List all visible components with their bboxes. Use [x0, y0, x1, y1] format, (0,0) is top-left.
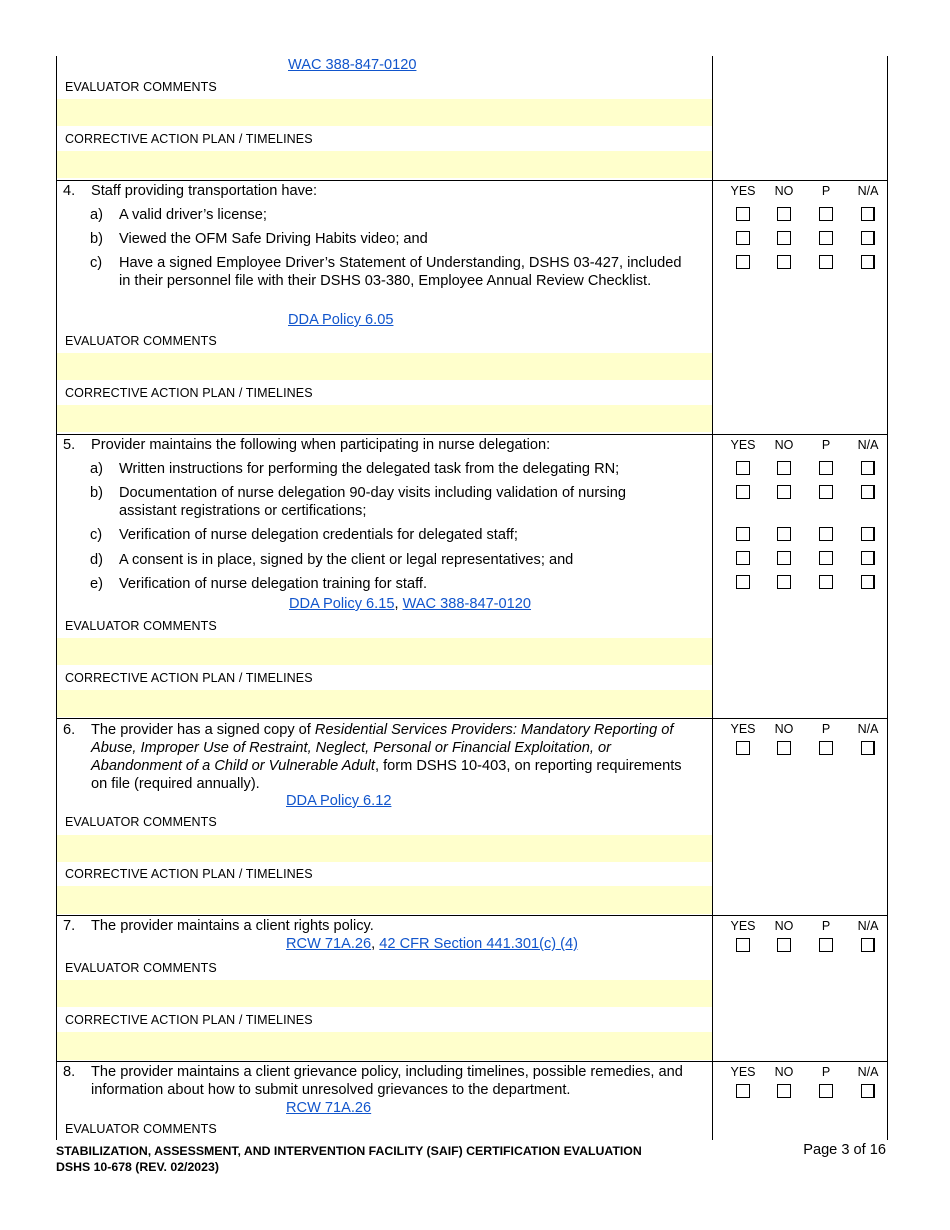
answer-header-yes: YES — [730, 184, 756, 198]
left-border — [56, 56, 57, 1140]
reference-links — [289, 595, 531, 613]
row-divider — [56, 718, 888, 719]
evaluator-comments-label: EVALUATOR COMMENTS — [65, 1122, 217, 1136]
checkbox-no[interactable] — [777, 938, 791, 952]
evaluator-comments-field[interactable] — [57, 638, 712, 665]
reference-links — [286, 935, 578, 953]
row-divider — [56, 915, 888, 916]
footer-form-number: DSHS 10-678 (REV. 02/2023) — [56, 1160, 219, 1174]
dda-policy-link[interactable]: DDA Policy 6.05 — [288, 312, 394, 328]
checkbox-no[interactable] — [777, 207, 791, 221]
checkbox-partial[interactable] — [819, 527, 833, 541]
answer-header-partial: P — [821, 919, 831, 933]
evaluator-comments-field[interactable] — [57, 980, 712, 1007]
evaluator-comments-label: EVALUATOR COMMENTS — [65, 815, 217, 829]
right-border — [887, 56, 888, 1140]
cap-field[interactable] — [57, 690, 712, 717]
text-suffix: , form DSHS 10-403, on reporting requirements on file (required annually). — [91, 758, 682, 792]
evaluator-comments-field[interactable] — [57, 99, 712, 126]
checkbox-yes[interactable] — [736, 575, 750, 589]
item-letter: a) — [90, 207, 103, 223]
checkbox-yes[interactable] — [736, 207, 750, 221]
answer-header-na: N/A — [857, 1065, 879, 1079]
page-number: Page 3 of 16 — [803, 1142, 886, 1158]
checkbox-yes[interactable] — [736, 551, 750, 565]
checkbox-partial[interactable] — [819, 575, 833, 589]
cap-label: CORRECTIVE ACTION PLAN / TIMELINES — [65, 671, 313, 685]
item-letter: e) — [90, 576, 103, 592]
item-letter: a) — [90, 461, 103, 477]
footer-title: STABILIZATION, ASSESSMENT, AND INTERVENTION FACILITY (SAIF) CERTIFICATION EVALUATION — [56, 1144, 642, 1158]
item-letter: b) — [90, 485, 103, 501]
checkbox-na[interactable] — [861, 231, 875, 245]
checkbox-na[interactable] — [861, 461, 875, 475]
item-text: A consent is in place, signed by the client or legal representatives; and — [119, 552, 574, 568]
question-text: The provider maintains a client rights policy. — [91, 918, 374, 934]
checkbox-na[interactable] — [861, 741, 875, 755]
answer-header-yes: YES — [730, 919, 756, 933]
question-text — [91, 721, 701, 793]
checkbox-yes[interactable] — [736, 485, 750, 499]
item-text: Written instructions for performing the delegated task from the delegating RN; — [119, 461, 620, 477]
question-number: 8. — [63, 1064, 76, 1080]
checkbox-partial[interactable] — [819, 938, 833, 952]
ref-separator: , — [371, 936, 380, 952]
item-letter: d) — [90, 552, 103, 568]
answer-header-partial: P — [821, 722, 831, 736]
item-letter: c) — [90, 527, 103, 543]
answer-header-yes: YES — [730, 1065, 756, 1079]
reference-link — [288, 311, 393, 329]
middle-border — [712, 56, 713, 1140]
checkbox-no[interactable] — [777, 461, 791, 475]
checkbox-yes[interactable] — [736, 461, 750, 475]
checkbox-na[interactable] — [861, 575, 875, 589]
checkbox-yes[interactable] — [736, 255, 750, 269]
answer-header-yes: YES — [730, 438, 756, 452]
wac-link[interactable]: WAC 388-847-0120 — [402, 596, 532, 612]
answer-header-na: N/A — [857, 919, 879, 933]
item-text: Have a signed Employee Driver’s Statement of Understanding, DSHS 03-427, included in their personnel file with their DSHS 03-380, Employee Annual Review Checklist. — [119, 255, 682, 289]
answer-header-no: NO — [774, 438, 794, 452]
checkbox-yes[interactable] — [736, 938, 750, 952]
evaluator-comments-label: EVALUATOR COMMENTS — [65, 80, 217, 94]
item-text: Documentation of nurse delegation 90-day visits including validation of nursing assistant registrations or certifications; — [119, 485, 627, 519]
rcw-link[interactable]: RCW 71A.26 — [286, 936, 372, 952]
question-number: 4. — [63, 183, 76, 199]
answer-header-na: N/A — [857, 184, 879, 198]
answer-header-no: NO — [774, 919, 794, 933]
question-number: 6. — [63, 722, 76, 738]
checkbox-na[interactable] — [861, 527, 875, 541]
checkbox-yes[interactable] — [736, 231, 750, 245]
form-title-italic: Residential Services Providers: Mandatory Reporting of Abuse, Improper Use of Restraint, Neglect, Personal or Financial Exploitation, or Abandonment of a Child or Vulnerable Adult — [91, 722, 674, 774]
evaluator-comments-label: EVALUATOR COMMENTS — [65, 619, 217, 633]
checkbox-partial[interactable] — [819, 1084, 833, 1098]
checkbox-yes[interactable] — [736, 527, 750, 541]
answer-header-partial: P — [821, 1065, 831, 1079]
checkbox-no[interactable] — [777, 741, 791, 755]
cap-label: CORRECTIVE ACTION PLAN / TIMELINES — [65, 132, 313, 146]
question-text: Provider maintains the following when participating in nurse delegation: — [91, 437, 551, 453]
checkbox-na[interactable] — [861, 207, 875, 221]
ref-separator: , — [394, 596, 403, 612]
cap-label: CORRECTIVE ACTION PLAN / TIMELINES — [65, 867, 313, 881]
checkbox-no[interactable] — [777, 527, 791, 541]
item-text: Viewed the OFM Safe Driving Habits video; and — [119, 231, 428, 247]
row-divider — [56, 180, 888, 181]
item-text: Verification of nurse delegation training for staff. — [119, 576, 428, 592]
item-text: A valid driver’s license; — [119, 207, 267, 223]
checkbox-na[interactable] — [861, 255, 875, 269]
cfr-link[interactable]: 42 CFR Section 441.301(c) (4) — [379, 936, 579, 952]
question-number: 5. — [63, 437, 76, 453]
checkbox-partial[interactable] — [819, 461, 833, 475]
answer-header-no: NO — [774, 722, 794, 736]
checkbox-partial[interactable] — [819, 207, 833, 221]
answer-header-na: N/A — [857, 722, 879, 736]
checkbox-no[interactable] — [777, 551, 791, 565]
cap-label: CORRECTIVE ACTION PLAN / TIMELINES — [65, 386, 313, 400]
reference-link — [286, 1099, 371, 1117]
checkbox-no[interactable] — [777, 231, 791, 245]
checkbox-partial[interactable] — [819, 741, 833, 755]
cap-label: CORRECTIVE ACTION PLAN / TIMELINES — [65, 1013, 313, 1027]
question-number: 7. — [63, 918, 76, 934]
text-prefix: The provider has a signed copy of — [91, 722, 315, 738]
evaluator-comments-label: EVALUATOR COMMENTS — [65, 961, 217, 975]
answer-header-yes: YES — [730, 722, 756, 736]
question-text: Staff providing transportation have: — [91, 183, 318, 199]
checkbox-na[interactable] — [861, 551, 875, 565]
wac-link[interactable]: WAC 388-847-0120 — [288, 57, 417, 73]
dda-policy-link[interactable]: DDA Policy 6.15 — [289, 596, 395, 612]
cap-field[interactable] — [57, 151, 712, 178]
item-letter: c) — [90, 255, 103, 271]
answer-header-no: NO — [774, 1065, 794, 1079]
item-text: Verification of nurse delegation credentials for delegated staff; — [119, 527, 518, 543]
item-letter: b) — [90, 231, 103, 247]
checkbox-na[interactable] — [861, 1084, 875, 1098]
checkbox-no[interactable] — [777, 575, 791, 589]
row-divider — [56, 434, 888, 435]
reference-link — [286, 792, 391, 810]
checkbox-na[interactable] — [861, 485, 875, 499]
answer-header-na: N/A — [857, 438, 879, 452]
checkbox-partial[interactable] — [819, 255, 833, 269]
cap-field[interactable] — [57, 886, 712, 914]
reference-link — [288, 56, 416, 74]
answer-header-no: NO — [774, 184, 794, 198]
cap-field[interactable] — [57, 1032, 712, 1060]
dda-policy-link[interactable]: DDA Policy 6.12 — [286, 793, 392, 809]
checkbox-yes[interactable] — [736, 741, 750, 755]
checkbox-yes[interactable] — [736, 1084, 750, 1098]
evaluator-comments-label: EVALUATOR COMMENTS — [65, 334, 217, 348]
checkbox-no[interactable] — [777, 1084, 791, 1098]
row-divider — [56, 1061, 888, 1062]
cap-field[interactable] — [57, 405, 712, 432]
evaluator-comments-field[interactable] — [57, 353, 712, 380]
checkbox-partial[interactable] — [819, 551, 833, 565]
answer-header-partial: P — [821, 184, 831, 198]
evaluator-comments-field[interactable] — [57, 835, 712, 862]
checkbox-partial[interactable] — [819, 485, 833, 499]
checkbox-no[interactable] — [777, 485, 791, 499]
checkbox-partial[interactable] — [819, 231, 833, 245]
question-text: The provider maintains a client grievance policy, including timelines, possible remedies, and information about how to submit unresolved grievances to the department. — [91, 1064, 683, 1098]
answer-header-partial: P — [821, 438, 831, 452]
checkbox-no[interactable] — [777, 255, 791, 269]
rcw-link[interactable]: RCW 71A.26 — [286, 1100, 372, 1116]
checkbox-na[interactable] — [861, 938, 875, 952]
